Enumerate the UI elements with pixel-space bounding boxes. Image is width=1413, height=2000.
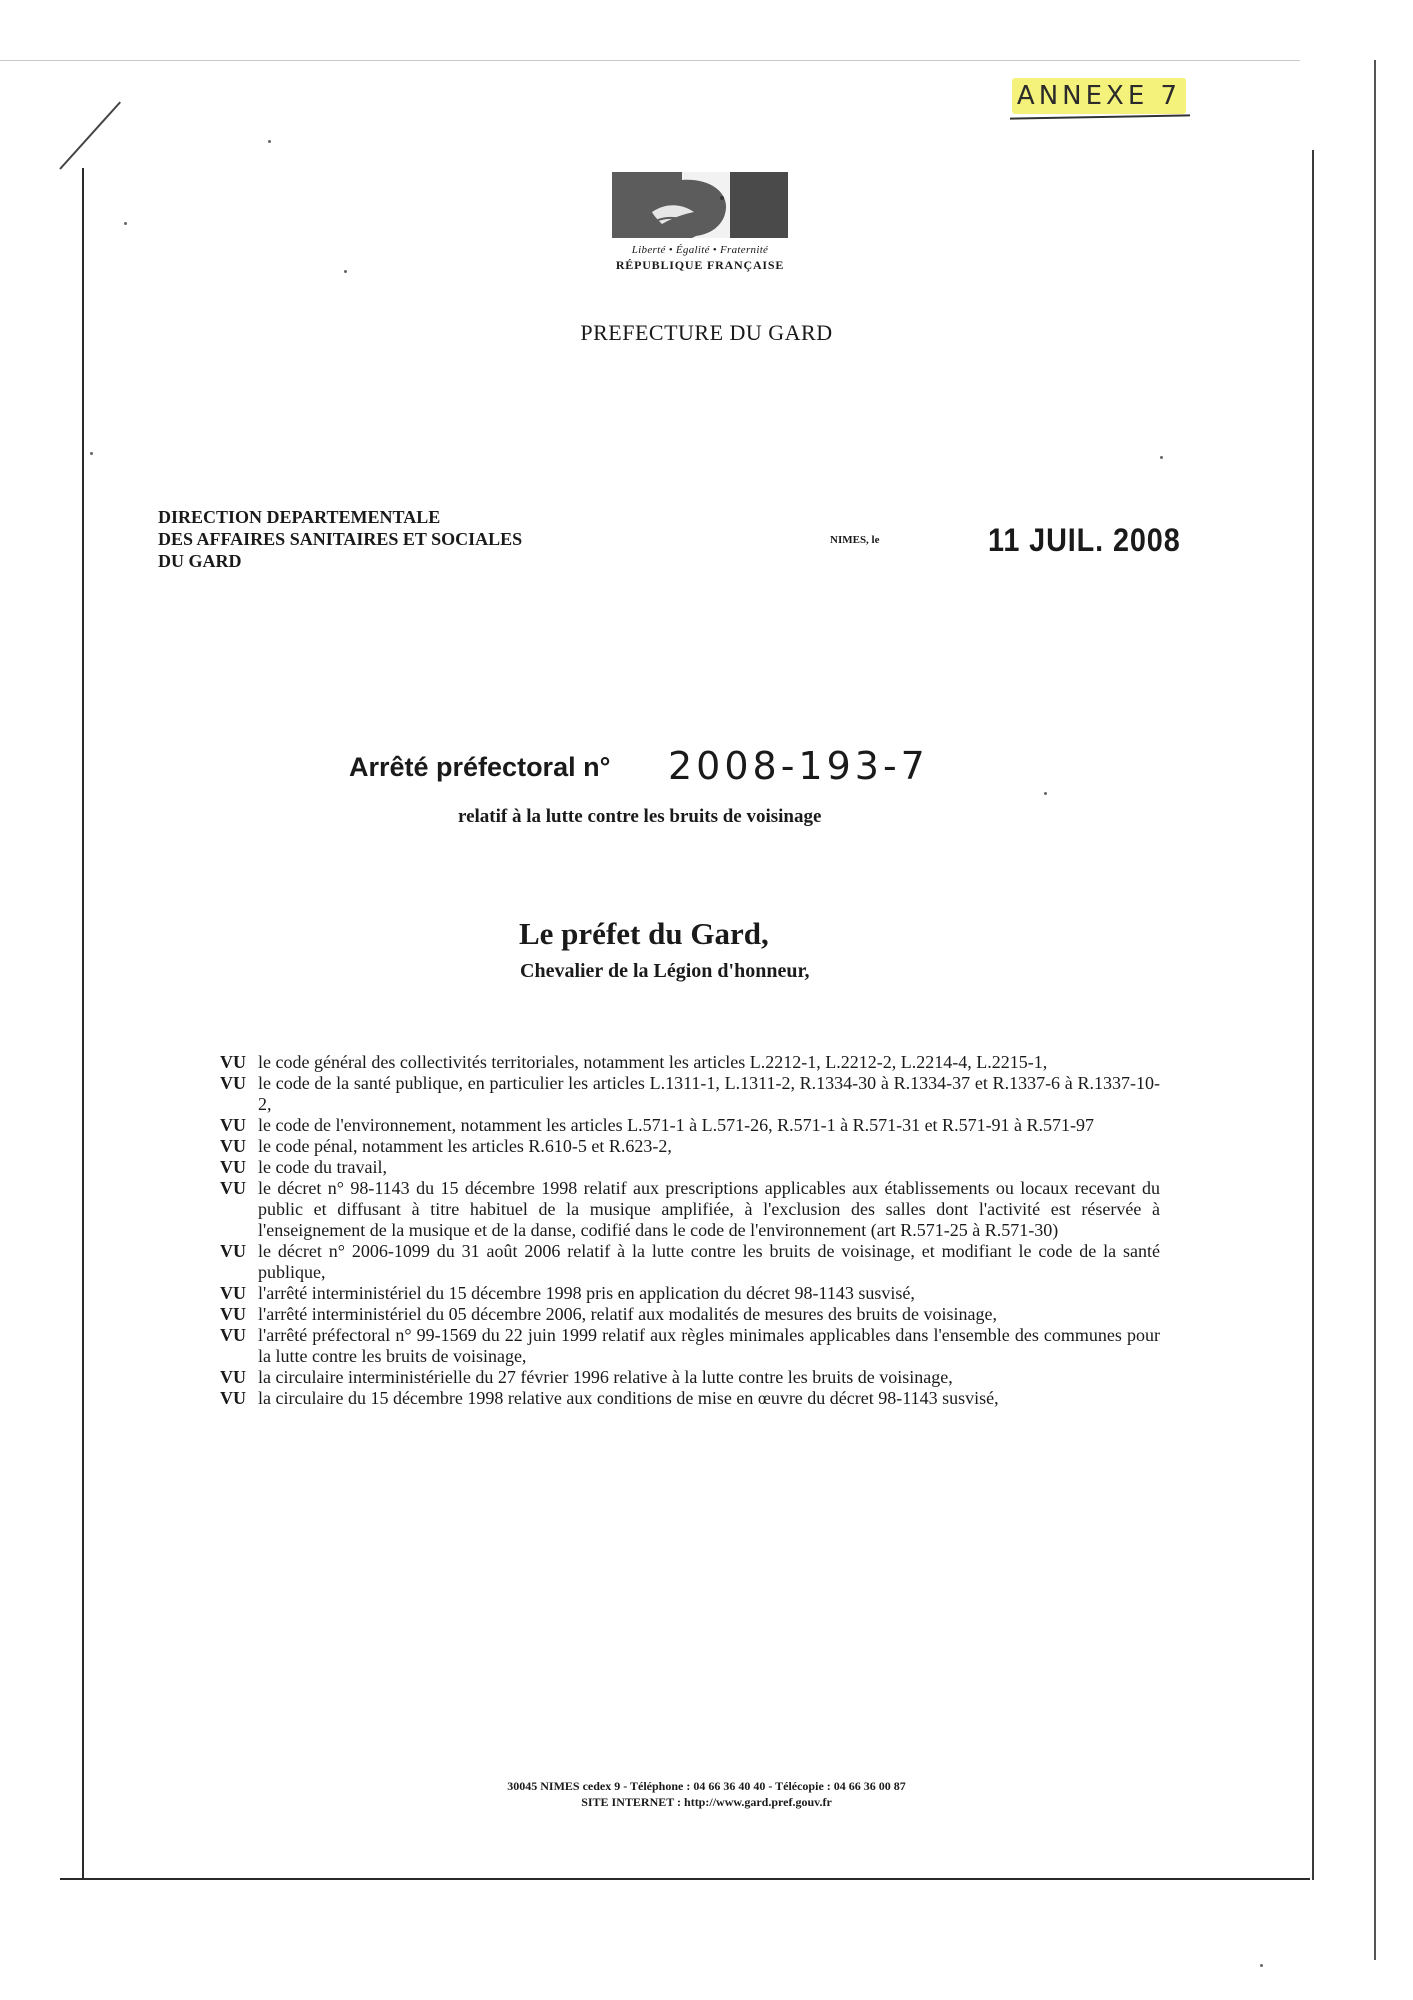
direction-block bbox=[158, 506, 522, 572]
frame-bottom-border bbox=[60, 1878, 1310, 1880]
vu-key: VU bbox=[220, 1157, 246, 1177]
vu-text: la circulaire interministérielle du 27 février 1996 relative à la lutte contre les bruits de voisinage, bbox=[258, 1367, 953, 1387]
vu-item bbox=[220, 1115, 1160, 1136]
vu-text: le décret n° 98-1143 du 15 décembre 1998 relatif aux prescriptions applicables aux établissements ou locaux recevant du public et diffusant à titre habituel de la musique amplifiée, à l'exclusion des salles dont l'activité est réservée à l'enseignement de la musique et de la danse, codifié dans le code de l'environnement (art R.571-25 à R.571-30) bbox=[258, 1178, 1160, 1240]
scan-speck bbox=[1160, 456, 1163, 459]
date-stamp: 11 JUIL. 2008 bbox=[988, 522, 1181, 558]
annexe-handwritten-label: ANNEXE 7 bbox=[1012, 78, 1186, 114]
footer bbox=[0, 1778, 1413, 1810]
vu-item bbox=[220, 1367, 1160, 1388]
arrete-number-handwritten: 2008-193-7 bbox=[668, 744, 929, 788]
vu-item bbox=[220, 1388, 1160, 1409]
direction-line: DU GARD bbox=[158, 551, 242, 571]
scan-speck bbox=[1260, 1964, 1263, 1967]
vu-text: la circulaire du 15 décembre 1998 relative aux conditions de mise en œuvre du décret 98-1143 susvisé, bbox=[258, 1388, 999, 1408]
vu-text: l'arrêté interministériel du 05 décembre 2006, relatif aux modalités de mesures des bruits de voisinage, bbox=[258, 1304, 998, 1324]
arrete-title: Arrêté préfectoral n° bbox=[349, 752, 611, 782]
vu-key: VU bbox=[220, 1388, 246, 1408]
annexe-underline bbox=[1010, 114, 1190, 119]
vu-item bbox=[220, 1073, 1160, 1115]
vu-key: VU bbox=[220, 1073, 246, 1093]
vu-item bbox=[220, 1052, 1160, 1073]
vu-key: VU bbox=[220, 1052, 246, 1072]
vu-item bbox=[220, 1325, 1160, 1367]
vu-key: VU bbox=[220, 1367, 246, 1387]
prefet-title: Chevalier de la Légion d'honneur, bbox=[520, 960, 810, 982]
vu-item bbox=[220, 1136, 1160, 1157]
vu-text: le code pénal, notamment les articles R.610-5 et R.623-2, bbox=[258, 1136, 672, 1156]
frame-right-border bbox=[1312, 150, 1314, 1880]
vu-key: VU bbox=[220, 1115, 246, 1135]
scan-edge-top bbox=[0, 60, 1300, 61]
arrete-subject: relatif à la lutte contre les bruits de voisinage bbox=[458, 806, 822, 827]
vu-key: VU bbox=[220, 1178, 246, 1198]
vu-text: le code de la santé publique, en particulier les articles L.1311-1, L.1311-2, R.1334-30 à R.1334-37 et R.1337-6 à R.1337-10-2, bbox=[258, 1073, 1160, 1114]
scan-speck bbox=[1044, 792, 1047, 795]
vu-text: l'arrêté interministériel du 15 décembre 1998 pris en application du décret 98-1143 susvisé, bbox=[258, 1283, 915, 1303]
vu-text: le code du travail, bbox=[258, 1157, 387, 1177]
vu-list bbox=[220, 1052, 1160, 1409]
vu-text: le décret n° 2006-1099 du 31 août 2006 relatif à la lutte contre les bruits de voisinage, et modifiant le code de la santé publique, bbox=[258, 1241, 1160, 1282]
prefet-name: Le préfet du Gard, bbox=[519, 916, 769, 951]
vu-item bbox=[220, 1304, 1160, 1325]
logo-motto: Liberté • Égalité • Fraternité bbox=[631, 244, 769, 256]
vu-item bbox=[220, 1178, 1160, 1241]
vu-key: VU bbox=[220, 1136, 246, 1156]
prefecture-heading: PREFECTURE DU GARD bbox=[580, 320, 833, 345]
vu-text: le code général des collectivités territoriales, notamment les articles L.2212-1, L.2212-2, L.2214-4, L.2215-1, bbox=[258, 1052, 1048, 1072]
place-label: NIMES, le bbox=[830, 534, 880, 546]
footer-address: 30045 NIMES cedex 9 - Téléphone : 04 66 36 40 40 - Télécopie : 04 66 36 00 87 bbox=[507, 1779, 906, 1793]
vu-key: VU bbox=[220, 1325, 246, 1345]
corner-fold-line bbox=[59, 101, 121, 169]
scan-speck bbox=[90, 452, 93, 455]
vu-text: le code de l'environnement, notamment les articles L.571-1 à L.571-26, R.571-1 à R.571-31 et R.571-91 à R.571-97 bbox=[258, 1115, 1095, 1135]
direction-line: DES AFFAIRES SANITAIRES ET SOCIALES bbox=[158, 529, 523, 549]
vu-key: VU bbox=[220, 1283, 246, 1303]
vu-key: VU bbox=[220, 1241, 246, 1261]
vu-item bbox=[220, 1157, 1160, 1178]
logo-republic: RÉPUBLIQUE FRANÇAISE bbox=[615, 258, 785, 272]
vu-item bbox=[220, 1283, 1160, 1304]
frame-left-border bbox=[82, 168, 84, 1880]
vu-key: VU bbox=[220, 1304, 246, 1324]
scan-speck bbox=[124, 222, 127, 225]
direction-line: DIRECTION DEPARTEMENTALE bbox=[158, 507, 441, 527]
vu-item bbox=[220, 1241, 1160, 1283]
scan-speck bbox=[268, 140, 271, 143]
scan-speck bbox=[344, 270, 347, 273]
vu-text: l'arrêté préfectoral n° 99-1569 du 22 juin 1999 relatif aux règles minimales applicables dans l'ensemble des communes pour la lutte contre les bruits de voisinage, bbox=[258, 1325, 1160, 1366]
marianne-logo bbox=[612, 172, 788, 282]
marianne-emblem-icon bbox=[612, 172, 788, 238]
footer-website: SITE INTERNET : http://www.gard.pref.gouv.fr bbox=[581, 1795, 832, 1809]
